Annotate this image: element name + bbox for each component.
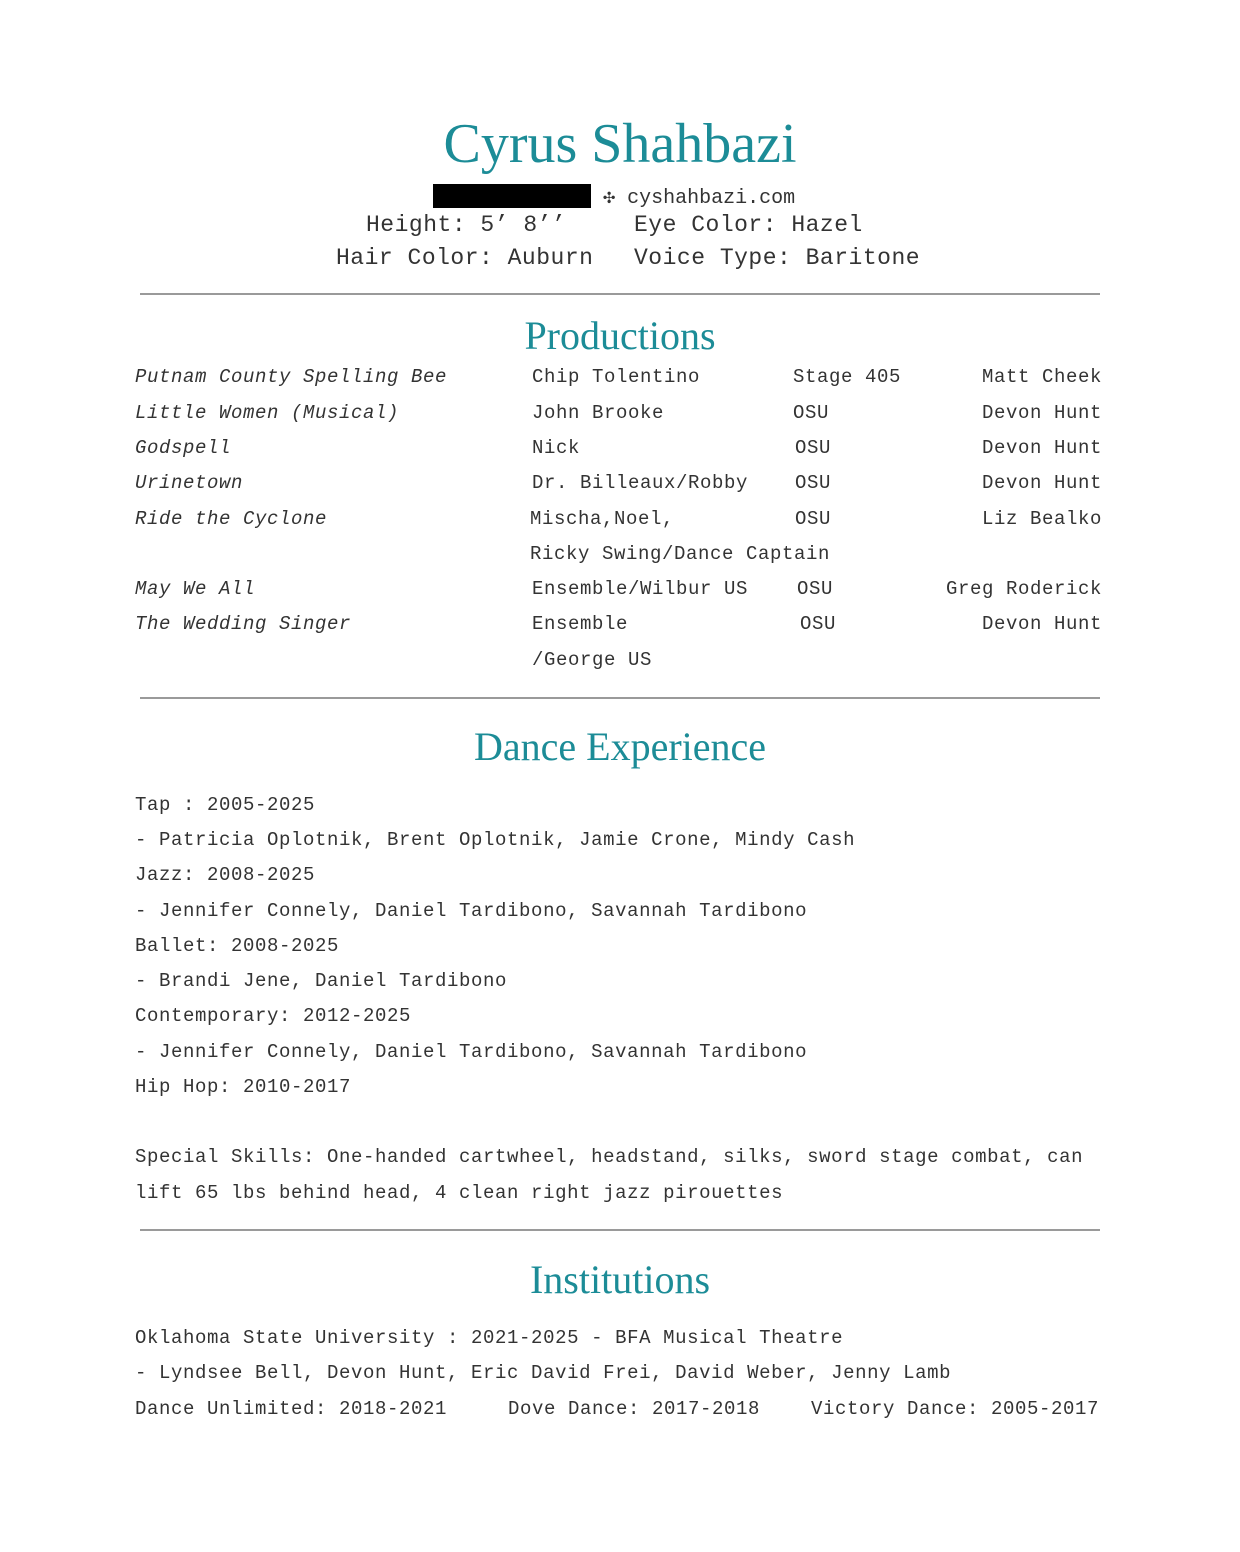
production-show: Godspell: [135, 437, 232, 459]
production-venue: OSU: [800, 613, 837, 635]
special-skills: Special Skills: One-handed cartwheel, headstand, silks, sword stage combat, can: [135, 1146, 1084, 1168]
university-teachers: - Lyndsee Bell, Devon Hunt, Eric David Frei, David Weber, Jenny Lamb: [135, 1362, 952, 1384]
studio-item: Dove Dance: 2017-2018: [508, 1398, 761, 1420]
production-show: Putnam County Spelling Bee: [135, 366, 448, 388]
dance-style: Tap : 2005-2025: [135, 794, 316, 816]
divider: [140, 697, 1100, 699]
redacted-contact: [433, 184, 591, 208]
production-role: Dr. Billeaux/Robby: [532, 472, 749, 494]
production-show: Ride the Cyclone: [135, 508, 328, 530]
divider: [140, 293, 1100, 295]
production-director: Devon Hunt: [981, 402, 1102, 424]
production-director: Liz Bealko: [981, 508, 1102, 530]
production-show: May We All: [135, 578, 256, 600]
production-role: Mischa,Noel,: [530, 508, 675, 530]
eye-color-stat: Eye Color: Hazel: [634, 212, 863, 238]
dance-teachers: - Jennifer Connely, Daniel Tardibono, Savannah Tardibono: [135, 900, 808, 922]
separator-icon: ✣: [603, 187, 616, 210]
voice-type-stat: Voice Type: Baritone: [634, 245, 921, 271]
studio-item: Dance Unlimited: 2018-2021: [135, 1398, 448, 1420]
production-role: Chip Tolentino: [532, 366, 701, 388]
production-venue: Stage 405: [793, 366, 902, 388]
special-skills-continued: lift 65 lbs behind head, 4 clean right jazz pirouettes: [135, 1182, 784, 1204]
contact-line: [603, 184, 795, 210]
dance-style: Contemporary: 2012-2025: [135, 1005, 412, 1027]
production-role: Ensemble: [532, 613, 629, 635]
dance-teachers: - Brandi Jene, Daniel Tardibono: [135, 970, 508, 992]
dance-style: Hip Hop: 2010-2017: [135, 1076, 352, 1098]
production-venue: OSU: [795, 437, 832, 459]
dance-teachers: - Jennifer Connely, Daniel Tardibono, Savannah Tardibono: [135, 1041, 808, 1063]
height-stat: Height: 5’ 8’’: [366, 212, 567, 238]
production-show: Little Women (Musical): [135, 402, 400, 424]
production-venue: OSU: [797, 578, 834, 600]
website-link[interactable]: cyshahbazi.com: [627, 187, 796, 210]
resume-name: Cyrus Shahbazi: [443, 113, 797, 175]
university-line: Oklahoma State University : 2021-2025 - BFA Musical Theatre: [135, 1327, 844, 1349]
dance-style: Ballet: 2008-2025: [135, 935, 340, 957]
production-role: Nick: [532, 437, 581, 459]
production-venue: OSU: [793, 402, 830, 424]
dance-title: Dance Experience: [473, 724, 767, 769]
production-role: Ricky Swing/Dance Captain: [530, 543, 831, 565]
production-director: Greg Roderick: [945, 578, 1102, 600]
dance-teachers: - Patricia Oplotnik, Brent Oplotnik, Jamie Crone, Mindy Cash: [135, 829, 856, 851]
production-show: The Wedding Singer: [135, 613, 352, 635]
hair-color-stat: Hair Color: Auburn: [336, 245, 594, 271]
studio-item: Victory Dance: 2005-2017: [810, 1398, 1099, 1420]
production-director: Devon Hunt: [981, 437, 1102, 459]
production-venue: OSU: [795, 508, 832, 530]
production-director: Matt Cheek: [981, 366, 1102, 388]
institutions-title: Institutions: [529, 1257, 711, 1302]
dance-style: Jazz: 2008-2025: [135, 864, 316, 886]
production-show: Urinetown: [135, 472, 244, 494]
production-director: Devon Hunt: [981, 472, 1102, 494]
production-role: /George US: [532, 649, 653, 671]
production-venue: OSU: [795, 472, 832, 494]
divider: [140, 1229, 1100, 1231]
production-role: John Brooke: [532, 402, 665, 424]
productions-title: Productions: [524, 313, 716, 358]
production-director: Devon Hunt: [981, 613, 1102, 635]
production-role: Ensemble/Wilbur US: [532, 578, 749, 600]
